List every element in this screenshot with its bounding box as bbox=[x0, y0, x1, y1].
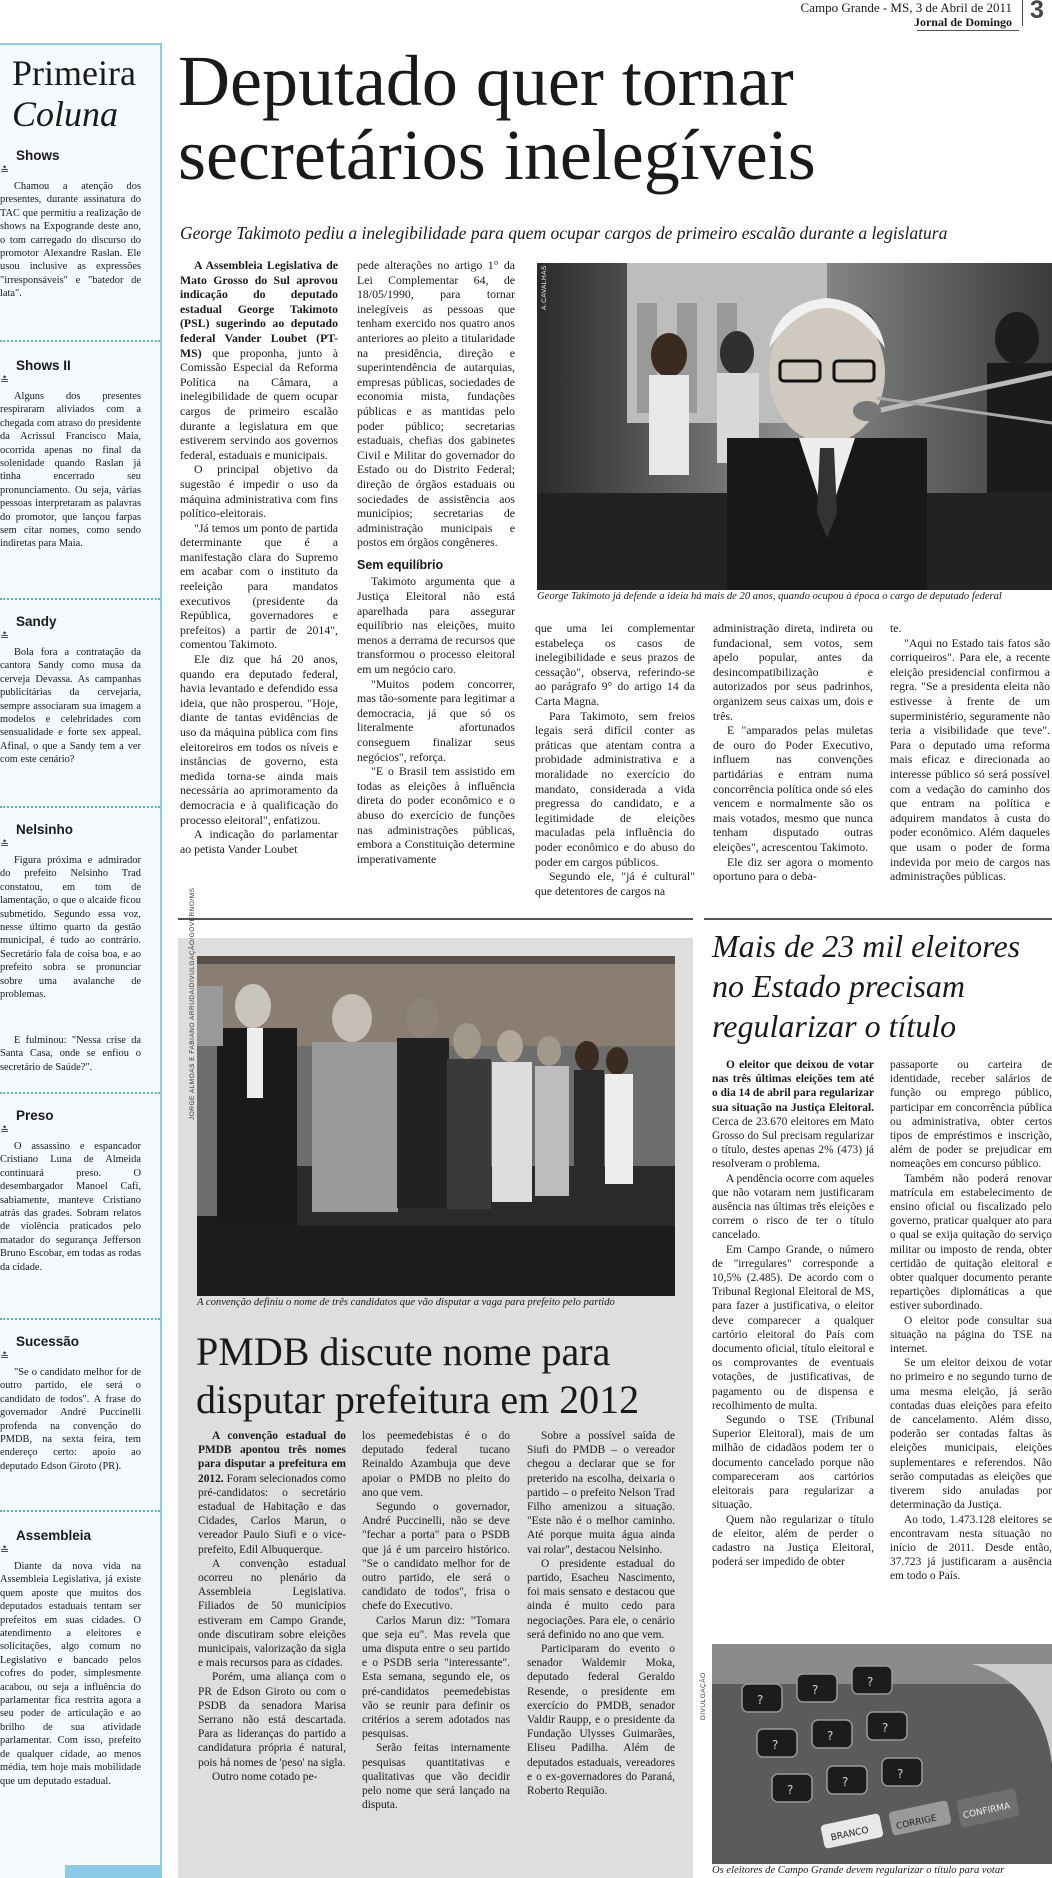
paragraph: Takimoto argumenta que a Justiça Eleitoral não está aparelhada para assegurar equilíbrio nas eleições, muito menos a derrama de recursos que transformou o processo eleitoral em um negócio caro. bbox=[357, 574, 515, 677]
main-headline: Deputado quer tornar secretários inelegíveis bbox=[178, 41, 816, 195]
paragraph: Serão feitas internamente pesquisas quantitativas e qualitativas que vão decidir pelo nome que será lançado na disputa. bbox=[362, 1742, 510, 1812]
paragraph: pede alterações no artigo 1° da Lei Complementar 64, de 18/05/1990, para tornar inelegíveis as pessoas que tenham exercido nos quatro anos anteriores ao pleito a titularidade na presidência, direção e superintendência de autarquias, empresas públicas, sociedades de economia mista, fundações públicas e as mantidas pelo poder público; secretarias estaduais, chefias dos gabinetes Civil e Militar do governador do Estado ou do Distrito Federal; direção de órgãos estaduais ou sociedades de assistência aos municípios; secretarias de administração municipais e postos em órgãos congêneres. bbox=[357, 258, 515, 550]
newspaper-name: Jornal de Domingo bbox=[913, 15, 1012, 29]
chevron-down-icon: ≛ bbox=[0, 630, 10, 643]
voters-headline: Mais de 23 mil eleitores no Estado precisam regularizar o título bbox=[712, 928, 1021, 1044]
paragraph: Ao todo, 1.473.128 eleitores se encontravam nesta situação no início de 2011. Desde então, 37.723 já justificaram a ausência em todo o País. bbox=[890, 1513, 1052, 1583]
paragraph: Ele diz ser agora o momento oportuno para o deba- bbox=[713, 854, 873, 884]
dotted-divider bbox=[0, 806, 160, 808]
dotted-divider bbox=[0, 340, 160, 342]
svg-text:?: ? bbox=[897, 1767, 904, 1781]
svg-text:?: ? bbox=[812, 1683, 819, 1697]
left-column-top-line bbox=[0, 43, 160, 45]
voting-machine-photo bbox=[712, 1644, 1052, 1864]
photo-caption: George Takimoto já defende a ideia há mais de 20 anos, quando ocupou à época o cargo de deputado federal bbox=[537, 591, 1002, 602]
paragraph: Em Campo Grande, o número de "irregulares" corresponde a 10,5% (2.485). De acordo com o Tribunal Regional Eleitoral de MS, para fazer a justificativa, o eleitor deve comparecer a qualquer cartório eleitoral do País com documento oficial, título eleitoral e os comprovantes de eventuais votações, de justificativas, de pagamento ou de dispensa e recolhimento de multa. bbox=[712, 1243, 874, 1412]
note-body: Alguns dos presentes respiraram aliviados com a chegada com atraso do presidente da Acrissul Francisco Maia, ocorrida apenas no final da solenidade quando Raslan já tinha encerrado seu pronunciamento. Ou seja, várias pessoas interpretaram as palavras do promotor, que lançou farpas sem citar nomes, como sendo indiretas para Maia. bbox=[0, 391, 141, 550]
svg-text:?: ? bbox=[787, 1783, 794, 1797]
main-story-column-5 bbox=[890, 621, 1050, 884]
svg-text:?: ? bbox=[757, 1693, 764, 1707]
key-label-branco: BRANCO bbox=[830, 1825, 870, 1844]
pmdb-column-3 bbox=[527, 1429, 675, 1798]
paragraph: que uma lei complementar estabeleça os casos de inelegibilidade e seus prazos de cessação", observa, referindo-se ao parágrafo 9° do artigo 14 da Carta Magna. bbox=[535, 621, 695, 708]
paragraph: passaporte ou carteira de identidade, receber salários de função ou emprego público, participar em concorrência pública ou administrativa, obter certos tipos de empréstimos e inscrição, além de poder se prejudicar em nomeações em concurso público. bbox=[890, 1059, 1052, 1171]
left-column-bottom-bar bbox=[65, 1865, 162, 1878]
photo-credit: DIVULGAÇÃO bbox=[700, 1672, 707, 1720]
key-label-corrige: CORRIGE bbox=[895, 1813, 938, 1833]
paragraph: administração direta, indireta ou fundacional, sem votos, sem apelo popular, antes da desincompatibilização e autorizados por seus padrinhos, organizem seus caixas um, dois e três. bbox=[713, 621, 873, 723]
dotted-divider bbox=[0, 598, 160, 600]
paragraph: Outro nome cotado pe- bbox=[212, 1770, 318, 1783]
dotted-divider bbox=[0, 1318, 160, 1320]
takimoto-photo-image bbox=[537, 263, 1052, 590]
photo-credit: JORGE ALMOAS E FABIANO ARRUDA/DIVULGAÇÃO/GOVERNO/MS bbox=[189, 887, 196, 1120]
column-title-italic: Coluna bbox=[12, 94, 119, 134]
note-body: Bola fora a contratação da cantora Sandy como musa da cerveja Devassa. As campanhas publicitárias da cervejaria, sempre associaram sua imagem a modelos e celebridades com sensualidade e forte sex appeal. Afinal, o que a Sandy tem a ver com este cenário? bbox=[0, 647, 141, 766]
paragraph: Segundo o TSE (Tribunal Superior Eleitoral), mais de um milhão de cidadãos podem ter o documento cancelado porque não compareceram aos cartórios eleitorais para regularizar a situação. bbox=[712, 1414, 874, 1512]
svg-text:?: ? bbox=[842, 1775, 849, 1789]
paragraph: Segundo ele, "já é cultural" que detentores de cargos na bbox=[535, 869, 695, 898]
paragraph: O presidente estadual do partido, Esacheu Nascimento, foi mais sensato e destacou que ainda é muito cedo para negociações. Para ele, o cenário será definido no ano que vem. bbox=[527, 1557, 675, 1641]
note-body: O assassino e espancador Cristiano Luna de Almeida continuará preso. O desembargador Manoel Cafi, sabiamente, manteve Cristiano atrás das grades. Sobram relatos de violência praticados pelo matador do segurança Jefferson Bruno Escobar, em todas as rodas da cidade. bbox=[0, 1141, 141, 1273]
paragraph: Ele diz que há 20 anos, quando era deputado federal, havia levantado e defendido essa ideia, que não prosperou. "Hoje, diante de tantas evidências de uso da máquina pública com fins eleitoreiros em todos os níveis e instâncias de governo, esta medida torna-se ainda mais necessária ao aprimoramento da democracia e à qualificação do processo eleitoral", enfatizou. bbox=[180, 652, 338, 827]
paragraph: O principal objetivo da sugestão é impedir o uso da máquina administrativa com fins político-eleitorais. bbox=[180, 462, 338, 521]
paragraph: A indicação do parlamentar ao petista Vander Loubet bbox=[180, 827, 338, 856]
dotted-divider bbox=[0, 1092, 160, 1094]
paragraph: O eleitor pode consultar sua situação na página do TSE na internet. bbox=[890, 1314, 1052, 1356]
column-title: Primeira bbox=[12, 53, 136, 93]
paragraph: Participaram do evento o senador Waldemir Moka, deputado federal Geraldo Resende, o presidente em exercício do PMDB, senador Valdir Raupp, e o presidente da Fundação Ulysses Guimarães, Eliseu Padilha. Além de deputados estaduais, vereadores e o ex-governadores do Paraná, Roberto Requião. bbox=[527, 1643, 675, 1798]
chevron-down-icon: ≛ bbox=[0, 374, 10, 387]
left-column-border bbox=[160, 43, 162, 1878]
chevron-down-icon: ≛ bbox=[0, 1544, 10, 1557]
note-heading: Preso bbox=[16, 1108, 54, 1123]
paragraph: te. bbox=[890, 621, 902, 635]
paragraph: "Muitos podem concorrer, mas tão-somente para legitimar a democracia, já que só os literalmente afortunados conseguem finalizar seus negócios", reforça. bbox=[357, 676, 515, 764]
voters-column-1 bbox=[712, 1058, 874, 1569]
story-divider bbox=[178, 918, 693, 920]
main-story-column-2 bbox=[357, 258, 515, 866]
chevron-down-icon: ≛ bbox=[0, 1350, 10, 1363]
story-divider bbox=[704, 918, 1052, 920]
header-separator bbox=[1022, 0, 1023, 26]
paragraph: E "amparados pelas muletas de ouro do Poder Executivo, influem nas convenções partidárias e entram numa concorrência política onde só eles vencem e normalmente são os mais votados, mesmo que nunca tenham disputado outras eleições", acrescentou Takimoto. bbox=[713, 723, 873, 854]
paragraph: "Aqui no Estado tais fatos são corriqueiros". Para ele, a recente eleição presidencial confirmou a regra. "Se a presidenta eleita não estivesse à frente de um superministério, seguramente não teria a visibilidade que teve". Para o deputado uma reforma mais eficaz e direcionada ao interesse público só será possível com a vedação do caminho dos que entram na política e adquirem mandatos à custa do poder econômico. Além daqueles que usam o poder de forma indevida por meio de cargos nas administrações públicas. bbox=[890, 635, 1050, 884]
svg-text:?: ? bbox=[867, 1675, 874, 1689]
pmdb-column-2 bbox=[362, 1429, 510, 1812]
paragraph: A pendência ocorre com aqueles que não votaram nem justificaram ausência nas últimas três eleições e correm o risco de ter o título cancelado. bbox=[712, 1172, 875, 1242]
main-story-column-1 bbox=[180, 258, 338, 856]
note-heading: Nelsinho bbox=[16, 822, 74, 837]
note-heading: Assembleia bbox=[16, 1528, 92, 1543]
photo-caption: A convenção definiu o nome de três candidatos que vão disputar a vaga para prefeito pelo partido bbox=[197, 1297, 615, 1308]
paragraph: Também não poderá renovar matrícula em estabelecimento de ensino oficial ou fiscalizado pelo governo, praticar qualquer ato para o qual se exija quitação do serviço militar ou imposto de renda, obter certidão de quitação eleitoral e obter qualquer documento perante repartições diplomáticas a que estiver subordinado. bbox=[890, 1172, 1052, 1313]
voters-column-2 bbox=[890, 1058, 1052, 1584]
note-body: "Se o candidato melhor for de outro partido, ele será o candidato de todos". A frase do governador André Puccinelli profenda na convenção do PMDB, na sexta feira, tem endereço certo: apoio ao deputado Edson Giroto (PR). bbox=[0, 1367, 141, 1472]
chevron-down-icon: ≛ bbox=[0, 838, 10, 851]
paragraph: "E o Brasil tem assistido em todas as eleições à influência direta do poder econômico e o abuso do exercício de funções nas administrações públicas, embora a Constituição determine imperativamente bbox=[357, 764, 515, 866]
key-label-confirma: CONFIRMA bbox=[962, 1801, 1012, 1822]
svg-text:?: ? bbox=[772, 1738, 779, 1752]
paragraph: Se um eleitor deixou de votar no primeiro e no segundo turno de uma mesma eleição, já serão contadas duas eleições para efeito de cancelamento. Além disso, poderão ser contadas faltas às eleições municipais, eleições suplementares e referendos. Não serão computadas as eleições que tiverem sido anuladas por determinação da Justiça. bbox=[890, 1357, 1052, 1512]
paragraph: Carlos Marun diz: "Tomara que seja eu". Mas revela que uma disputa entre o seu partido e o PSDB seria "interessante". Esta semana, segundo ele, os pré-candidatos peemedebistas vão se reunir para definir os critérios a serem adotados nas pesquisas. bbox=[362, 1614, 510, 1741]
voting-machine-photo-image bbox=[712, 1644, 1052, 1864]
convention-photo-image bbox=[197, 956, 675, 1296]
paragraph: Quem não regularizar o título de eleitor, além de perder o cadastro na Justiça Eleitoral, poderá ser impedido de obter bbox=[712, 1513, 874, 1569]
paragraph: Para Takimoto, sem freios legais será difícil conter as práticas que atentam contra a probidade administrativa e a moralidade no exercício do mandato, considerada a vida pregressa do candidato, e a legitimidade de eleições maculadas pela influência do poder econômico e do abuso do poder em cargos públicos. bbox=[535, 708, 695, 869]
lead-paragraph: A convenção estadual do PMDB apontou três nomes para disputar a prefeitura em 2012. bbox=[198, 1430, 346, 1485]
note-body: Figura próxima e admirador do prefeito Nelsinho Trad constatou, em tom de lamentação, o que o alcaide ficou submetido. Segundo essa voz, nesse último quarto da gestão municipal, é tudo ao contrário. Secretário fala de coisa boa, e ao prefeito sobra se pronunciar sobre uma avalanche de problemas. bbox=[0, 855, 141, 1001]
paragraph: Segundo o governador, André Puccinelli, não se deve "fechar a porta" para o PSDB que já é um parceiro histórico. "Se o candidato melhor for de outro partido, ele será o candidato de todos", frisa o chefe do Executivo. bbox=[362, 1501, 510, 1613]
paragraph: "Já temos um ponto de partida determinante que é a manifestação clara do Supremo em acabar com o instituto da reeleição para mandatos executivos (presidente da República, governadores e prefeitos) a partir de 2014", comentou Takimoto. bbox=[180, 520, 338, 652]
svg-text:?: ? bbox=[882, 1721, 889, 1735]
photo-caption: Os eleitores de Campo Grande devem regularizar o título para votar bbox=[712, 1865, 1005, 1876]
main-story-column-3 bbox=[535, 621, 695, 898]
takimoto-photo bbox=[537, 263, 1052, 590]
paragraph: que proponha, junto à Comissão Especial da Reforma Política na Câmara, a inelegibilidade de quem ocupar cargos de primeiro escalão durante a legislatura em que estiverem servindo aos governos federal, estaduais e municipais. bbox=[180, 345, 338, 462]
note-heading: Shows bbox=[16, 148, 60, 163]
main-story-column-4 bbox=[713, 621, 873, 884]
section-subtitle: Sem equilíbrio bbox=[357, 557, 444, 572]
paragraph: Porém, uma aliança com o PR de Edson Giroto ou com o PSDB da senadora Marisa Serrano não está descartada. Para as lideranças do partido a candidatura própria é natural, pois há nomes de 'peso' na sigla. bbox=[198, 1671, 346, 1769]
paragraph: Sobre a possível saída de Siufi do PMDB – o vereador chegou a declarar que se for preterido na escolha, deixaria o partido – o prefeito Nelson Trad Filho amenizou a situação. "Este não é o melhor caminho. Até porque muita água ainda vai rolar", destacou Nelsinho. bbox=[527, 1430, 675, 1556]
photo-credit: A.CAVALHAS bbox=[541, 265, 548, 310]
note-body-continued: E fulminou: "Nessa crise da Santa Casa, onde se enfiou o secretário de Saúde?". bbox=[0, 1035, 141, 1073]
note-heading: Sucessão bbox=[16, 1334, 80, 1349]
note-heading: Shows II bbox=[16, 358, 71, 373]
main-subheadline: George Takimoto pediu a inelegibilidade para quem ocupar cargos de primeiro escalão durante a legislatura bbox=[180, 223, 948, 243]
page-number: 3 bbox=[1030, 0, 1044, 24]
lead-paragraph: O eleitor que deixou de votar nas três últimas eleições tem até o dia 14 de abril para regularizar sua situação na Justiça Eleitoral. bbox=[712, 1059, 874, 1114]
paragraph: Cerca de 23.670 eleitores em Mato Grosso do Sul precisam regularizar o título, destes apenas 2% (473) já resolveram o problema. bbox=[712, 1115, 874, 1171]
edition-date: Campo Grande - MS, 3 de Abril de 2011 bbox=[800, 0, 1012, 15]
note-body: Diante da nova vida na Assembleia Legislativa, já existe quem aposte que muitos dos deputados estaduais tentam ser prefeitos em suas cidades. O atendimento a eleitores e solicitações, algo comum no Legislativo e bancado pelos cofres do poder, simplesmente acabou, ou seja a influência do parlamentar fica restrita agora a seu poder de articulação e ao brilho de sua atividade parlamentar. Com isso, prefeito de qualquer cidade, ao menos média, tem hoje mais mobilidade que um deputado estadual. bbox=[0, 1561, 141, 1787]
convention-photo bbox=[197, 956, 675, 1296]
chevron-down-icon: ≛ bbox=[0, 164, 10, 177]
svg-text:?: ? bbox=[827, 1729, 834, 1743]
pmdb-headline: PMDB discute nome para disputar prefeitura em 2012 bbox=[196, 1329, 640, 1422]
note-heading: Sandy bbox=[16, 614, 57, 629]
paragraph: Foram selecionados como pré-candidatos: o secretário estadual de Habitação e das Cidades, Carlos Marun, o vereador Paulo Siufi e o vice-prefeito, Edil Albuquerque. bbox=[198, 1472, 346, 1556]
note-body: Chamou a atenção dos presentes, durante assinatura do TAC que permitiu a realização de shows na Expogrande deste ano, o tom carregado do discurso do promotor Alexandre Raslan. Ele usou inclusive as expressões "irresponsáveis" e "batedor de lata". bbox=[0, 181, 141, 300]
paragraph: los peemedebistas é o do deputado federal tucano Reinaldo Azambuja que deve apoiar o PMDB no pleito do ano que vem. bbox=[362, 1430, 510, 1499]
dotted-divider bbox=[0, 1510, 160, 1512]
lead-paragraph: A Assembleia Legislativa de Mato Grosso do Sul aprovou indicação do deputado estadual George Takimoto (PSL) sugerindo ao deputado federal Vander Loubet (PT-MS) bbox=[180, 258, 338, 360]
chevron-down-icon: ≛ bbox=[0, 1124, 10, 1137]
paragraph: A convenção estadual ocorreu no plenário da Assembleia Legislativa. Filiados de 50 municípios estiveram em Campo Grande, onde discutiram sobre eleições municipais, valorização da sigla e mais recursos para as cidades. bbox=[198, 1557, 346, 1670]
pmdb-column-1 bbox=[198, 1429, 346, 1784]
header-rule bbox=[917, 30, 1019, 31]
